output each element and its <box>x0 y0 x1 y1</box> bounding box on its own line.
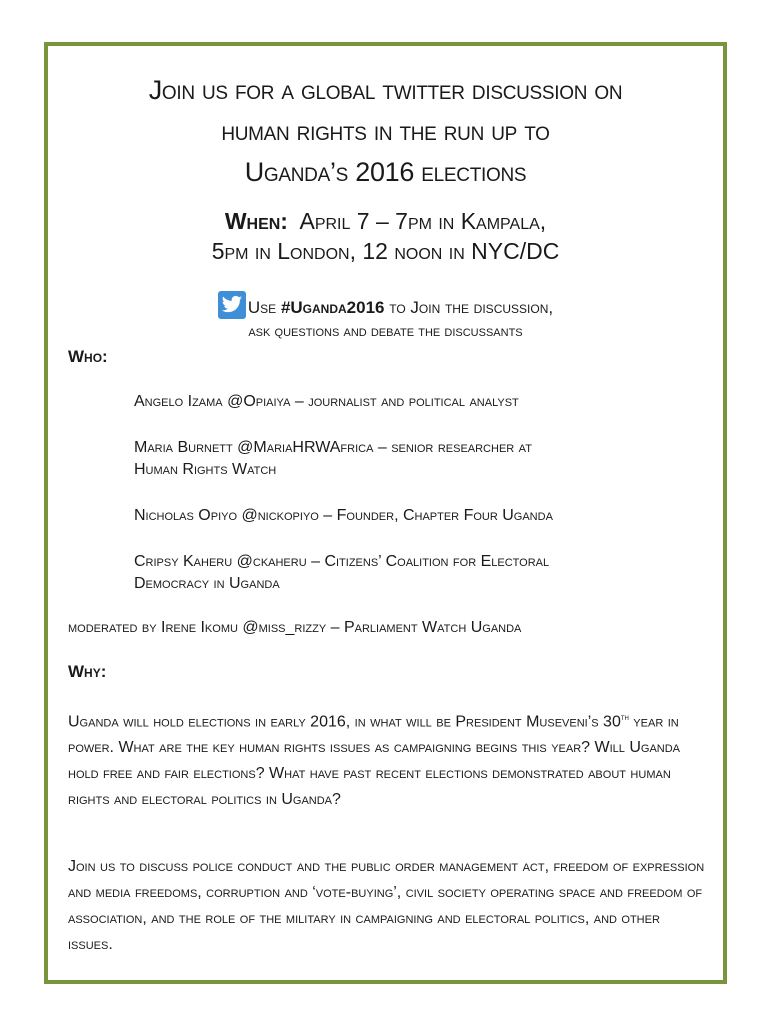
why-paragraph-1 <box>68 704 709 813</box>
hashtag-block <box>48 291 723 344</box>
hashtag-use: Use <box>247 298 277 317</box>
hashtag-rest-2: ask questions and debate the discussants <box>248 323 523 340</box>
twitter-bird-shape <box>221 295 243 315</box>
panelist-1 <box>134 391 703 413</box>
panelist-1-line-1: Angelo Izama @Opiaiya – journalist and political analyst <box>134 393 519 410</box>
panelist-2-line-1: Maria Burnett @MariaHRWAfrica – senior researcher at <box>134 439 532 456</box>
ordinal-suffix: th <box>620 712 629 722</box>
panelist-4-line-1: Cripsy Kaheru @ckaheru – Citizens’ Coalition for Electoral <box>134 553 550 570</box>
title-line-2: human rights in the run up to <box>221 116 550 146</box>
hashtag: #Uganda2016 <box>280 298 385 317</box>
when-line-2: 5pm in London, 12 noon in NYC/DC <box>211 238 560 264</box>
panelist-2 <box>134 437 703 481</box>
when-line-1: April 7 – 7pm in Kampala, <box>299 208 547 234</box>
moderator-line: moderated by Irene Ikomu @miss_rizzy – Parliament Watch Uganda <box>68 619 522 636</box>
title-line-3: Uganda’s 2016 elections <box>244 157 527 187</box>
why-heading: Why: <box>68 662 107 681</box>
panelist-4-line-2: Democracy in Uganda <box>134 575 280 592</box>
when-block <box>48 206 723 266</box>
flyer-frame <box>44 42 727 984</box>
panelist-2-line-2: Human Rights Watch <box>134 461 277 478</box>
why-paragraph-1-part-b: year in power. What are the key human rights issues as campaigning begins this year? Will Uganda hold free and fair elections? What have past recent elections demonstrated about human rights and electoral politics in Uganda? <box>68 713 681 809</box>
why-paragraph-1-part-a: Uganda will hold elections in early 2016, in what will be President Museveni’s 30 <box>68 713 621 731</box>
hashtag-rest-1: to Join the discussion, <box>389 298 554 317</box>
panelist-3 <box>134 505 703 527</box>
flyer-title <box>48 70 723 193</box>
panelist-list <box>134 391 703 619</box>
who-heading: Who: <box>68 347 108 366</box>
title-line-1: Join us for a global twitter discussion on <box>148 75 623 105</box>
panelist-3-line-1: Nicholas Opiyo @nickopiyo – Founder, Chapter Four Uganda <box>134 507 553 524</box>
when-label: When: <box>224 208 288 234</box>
why-paragraph-2: Join us to discuss police conduct and the public order management act, freedom of expression and media freedoms, corruption and ‘vote-buying’, civil society operating space and freedom of association, and the role of the military in campaigning and electoral politics, and other issues. <box>68 858 705 953</box>
twitter-bird-icon <box>218 291 246 319</box>
panelist-4 <box>134 551 703 595</box>
